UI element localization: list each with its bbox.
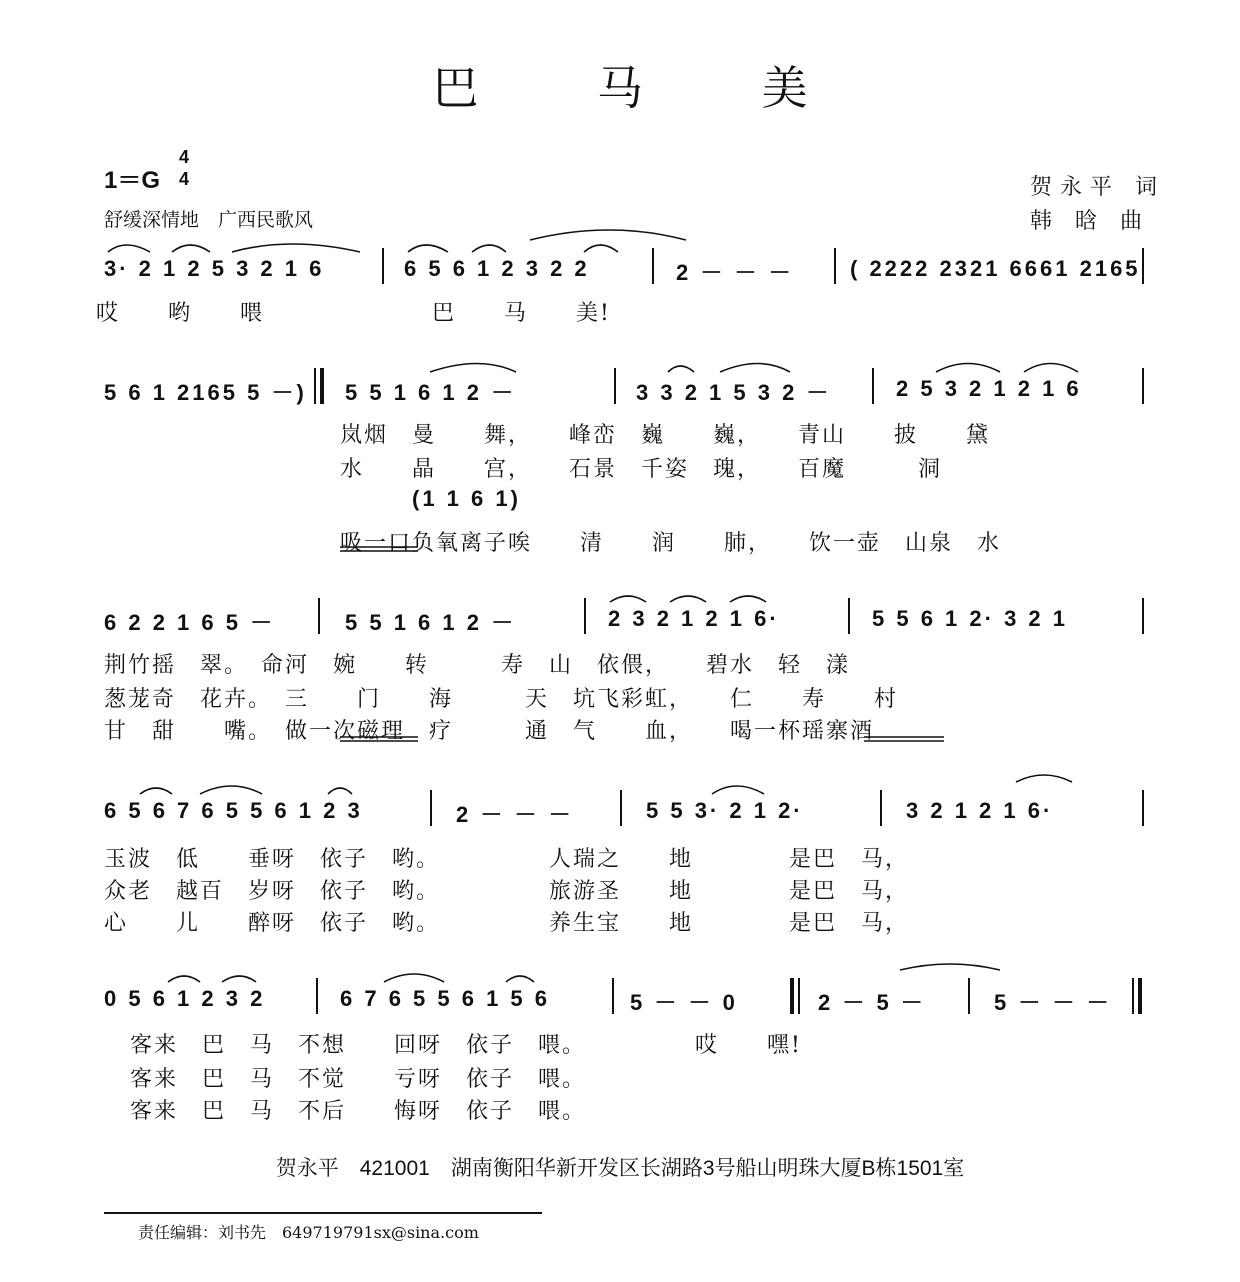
bracket-notes: (1 1 6 1)	[412, 486, 521, 511]
composer-credit: 韩 晗 曲	[1030, 209, 1150, 234]
notes-s5-m5: 5 － － －	[994, 990, 1112, 1015]
slur	[108, 245, 150, 252]
notes-s3-m1: 6 2 2 1 6 5 －	[104, 610, 276, 635]
slur	[222, 976, 256, 982]
slur	[200, 786, 262, 794]
slur	[506, 976, 534, 982]
lyrics-s5-v3: 客来 巴 马 不后 悔呀 依子 喂。	[130, 1099, 587, 1124]
slur	[720, 364, 790, 373]
notes-s4-m1: 6 5 6 7 6 5 5 6 1 2 3	[104, 798, 363, 823]
lyrics-s2-v3: 吸一口负氧离子唉 清 润 肺， 饮一壶 山泉 水	[340, 531, 1002, 556]
notes-s4-m2: 2 － － －	[456, 802, 574, 827]
lyrics-s5-v1: 客来 巴 马 不想 回呀 依子 喂。 哎 嘿!	[130, 1033, 802, 1058]
time-top: 4	[178, 147, 189, 167]
slur	[610, 596, 646, 602]
slur	[168, 976, 200, 982]
notes-s3-m3: 2 3 2 1 2 1 6·	[608, 606, 780, 631]
notes-s4-m3: 5 5 3· 2 1 2·	[646, 798, 804, 823]
notes-s4-m4: 3 2 1 2 1 6·	[906, 798, 1054, 823]
notes-s3-m4: 5 5 6 1 2· 3 2 1	[872, 606, 1068, 631]
slur	[900, 964, 1000, 970]
key-signature: 1＝G	[104, 167, 161, 194]
footer-address: 贺永平 421001 湖南衡阳华新开发区长湖路3号船山明珠大厦B栋1501室	[275, 1157, 965, 1180]
editor-credit: 责任编辑：刘书先 649719791sx@sina.com	[138, 1223, 479, 1242]
notes-s5-m1: 0 5 6 1 2 3 2	[104, 986, 266, 1011]
lyrics-s3-v3: 甘 甜 嘴。 做一次磁理 疗 通 气 血， 喝一杯瑶寨酒	[104, 719, 875, 744]
slur	[140, 788, 172, 794]
slur	[384, 974, 444, 982]
lyrics-s3-v1: 荆竹摇 翠。 命河 婉 转 寿 山 依偎， 碧水 轻 漾	[104, 653, 851, 678]
slur	[408, 245, 448, 252]
slur	[430, 364, 516, 373]
notes-s2-m4: 2 5 3 2 1 2 1 6	[896, 376, 1082, 401]
tempo-marking: 舒缓深情地 广西民歌风	[104, 209, 314, 231]
notes-s2-m1: 5 6 1 2165 5 －)	[104, 380, 307, 405]
slur	[232, 244, 360, 252]
footer-divider	[104, 1212, 542, 1214]
time-bottom: 4	[178, 169, 189, 189]
notes-s2-m3: 3 3 2 1 5 3 2 －	[636, 380, 832, 405]
slur	[936, 364, 1000, 373]
slur	[670, 596, 706, 602]
page-title: 巴 马 美	[432, 61, 860, 115]
slur	[668, 366, 694, 372]
lyrics-s2-v1: 岚烟 曼 舞， 峰峦 巍 巍， 青山 披 黛	[340, 423, 991, 448]
notes-s2-m2: 5 5 1 6 1 2 －	[345, 380, 517, 405]
notes-s1-m3: 2 － － －	[676, 260, 794, 285]
slur	[472, 245, 506, 252]
lyrics-s5-v2: 客来 巴 马 不觉 亏呀 依子 喂。	[130, 1067, 587, 1092]
lyrics-s4-v2: 众老 越百 岁呀 依子 哟。 旅游圣 地 是巴 马，	[104, 879, 910, 904]
lyrics-s4-v3: 心 儿 醉呀 依子 哟。 养生宝 地 是巴 马，	[104, 911, 910, 936]
slur	[530, 230, 686, 240]
slur	[172, 245, 210, 252]
notes-s1-m2: 6 5 6 1 2 3 2 2	[404, 256, 590, 281]
lyrics-s1: 哎 哟 喂 巴 马 美!	[96, 301, 611, 326]
notes-s5-m2: 6 7 6 5 5 6 1 5 6	[340, 986, 551, 1011]
slur	[730, 596, 766, 602]
lyrics-s2-v2: 水 晶 宫， 石景 千姿 瑰， 百魔 洞	[340, 457, 943, 482]
slur	[1016, 775, 1072, 782]
notes-s1-m4: ( 2222 2321 6661 2165	[850, 256, 1141, 281]
lyrics-s3-v2: 葱茏奇 花卉。 三 门 海 天 坑飞彩虹， 仁 寿 村	[104, 687, 899, 712]
notes-s1-m1: 3· 2 1 2 5 3 2 1 6	[104, 256, 325, 281]
slur	[328, 788, 352, 794]
slur	[1024, 364, 1078, 373]
lyrics-s4-v1: 玉波 低 垂呀 依子 哟。 人瑞之 地 是巴 马，	[104, 847, 910, 872]
slur	[584, 245, 618, 252]
notes-s5-m3: 5 － － 0	[630, 990, 738, 1015]
slur	[712, 786, 764, 794]
notes-s3-m2: 5 5 1 6 1 2 －	[345, 610, 517, 635]
notes-s5-m4: 2 － 5 －	[818, 990, 926, 1015]
lyricist-credit: 贺永平 词	[1030, 175, 1165, 200]
